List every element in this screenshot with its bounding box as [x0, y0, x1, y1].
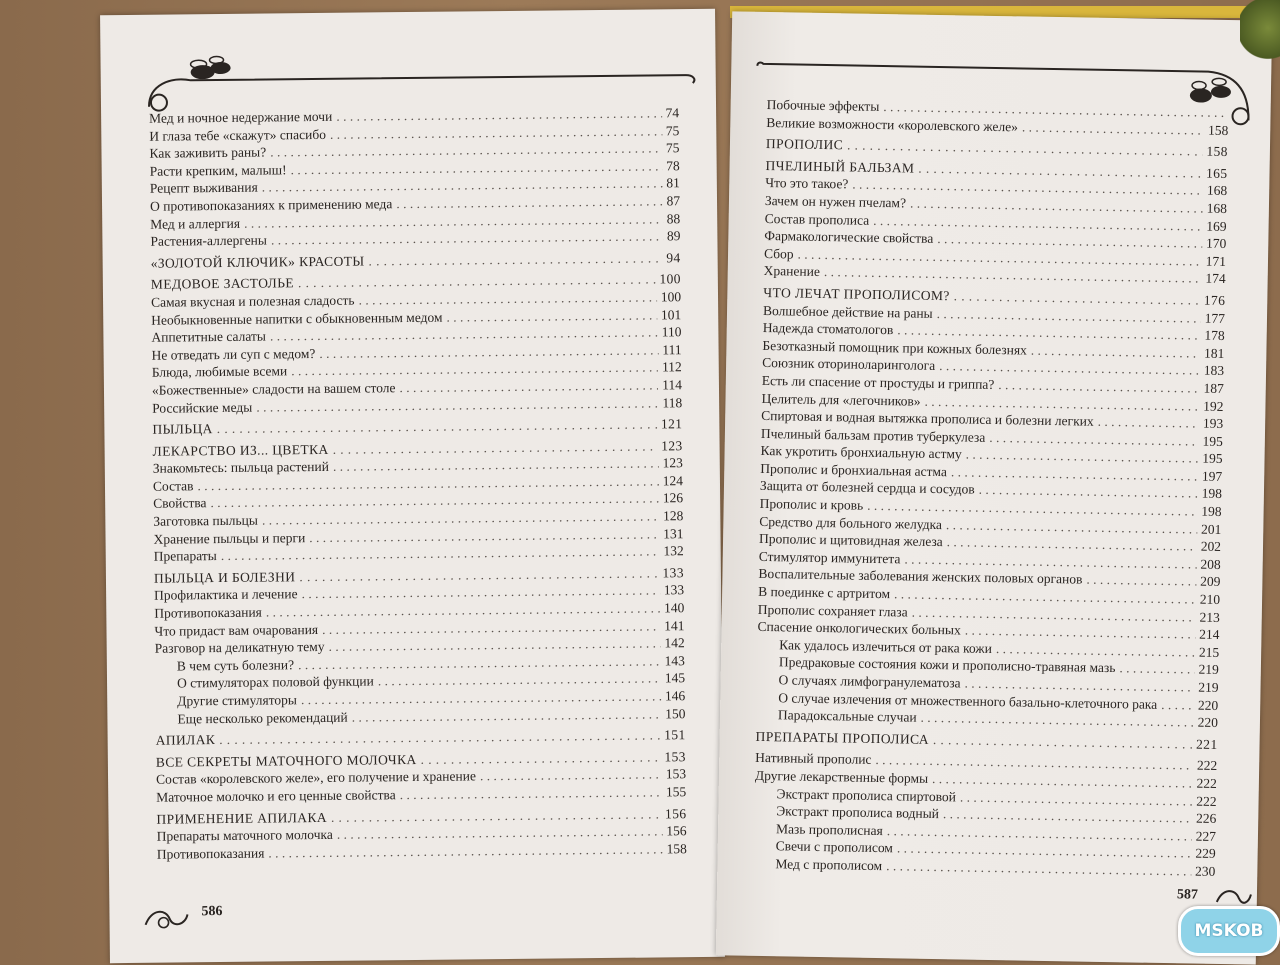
toc-entry-page: 219 [1198, 679, 1219, 695]
toc-entry-title: Необыкновенные напитки с обыкновенным медом [151, 309, 443, 328]
toc-entry-title: В чем суть болезни? [176, 657, 295, 674]
toc-entry-title: Мед с прополисом [775, 856, 883, 874]
toc-entry-title: ПРОПОЛИС [765, 136, 844, 153]
leader-dots [256, 394, 658, 416]
toc-entry-title: ПЫЛЬЦА [152, 421, 213, 437]
toc-entry-title: Разговор на деликатную тему [154, 639, 325, 656]
watermark-badge: MSKOB [1178, 906, 1280, 956]
toc-entry-title: Блюда, любимые всеми [151, 363, 288, 381]
toc-entry-title: Аппетитные салаты [151, 328, 267, 345]
toc-entry-title: Свойства [153, 495, 207, 512]
toc-entry-page: 221 [1195, 736, 1218, 752]
toc-entry-title: Экстракт прополиса спиртовой [776, 785, 957, 804]
toc-entry-title: Противопоказания [154, 604, 262, 621]
toc-entry-title: Прополис и щитовидная железа [758, 531, 943, 550]
left-toc-list [149, 104, 687, 863]
toc-entry-title: «ЗОЛОТОЙ КЛЮЧИК» КРАСОТЫ [150, 253, 365, 271]
toc-entry-page: 220 [1197, 697, 1219, 713]
toc-entry-page: 112 [661, 359, 682, 375]
toc-entry-page: 193 [1202, 415, 1224, 432]
toc-entry-page: 132 [663, 543, 684, 559]
toc-entry-title: Другие стимуляторы [177, 692, 298, 709]
toc-entry-page: 214 [1199, 626, 1220, 643]
toc-entry-page: 155 [665, 784, 687, 800]
left-page [100, 9, 725, 963]
toc-entry-page: 158 [1207, 122, 1229, 138]
toc-entry-page: 198 [1201, 486, 1223, 502]
finger-photo-edge [1240, 0, 1280, 70]
toc-entry-title: О случаях лимфогранулематоза [778, 672, 961, 691]
leader-dots [271, 228, 663, 250]
leader-dots [368, 249, 662, 270]
toc-entry-title: Есть ли спасение от простуды и гриппа? [761, 372, 995, 392]
toc-entry-page: 183 [1203, 362, 1225, 379]
toc-entry-title: Хранение пыльцы и перги [153, 529, 306, 547]
page-number: 587 [1176, 887, 1199, 903]
toc-entry-title: Целитель для «легочников» [761, 390, 921, 409]
toc-entry-page: 128 [662, 508, 684, 524]
toc-entry-page: 222 [1196, 775, 1218, 791]
toc-entry-title: Как укротить бронхиальную астму [760, 443, 962, 462]
toc-entry [151, 249, 681, 272]
toc-entry-page: 219 [1198, 662, 1219, 678]
toc-entry-title: О противопоказаниях к применению меда [149, 196, 393, 214]
toc-entry-page: 168 [1206, 200, 1228, 216]
toc-entry-page: 195 [1202, 450, 1223, 467]
toc-entry-title: Расти крепким, малыш! [149, 162, 287, 179]
leader-dots [1161, 696, 1194, 714]
toc-entry-page: 143 [664, 652, 685, 669]
toc-entry [766, 135, 1228, 161]
toc-entry-page: 146 [664, 688, 686, 704]
toc-entry-title: Состав [152, 478, 194, 494]
toc-entry-title: МЕДОВОЕ ЗАСТОЛЬЕ [150, 275, 295, 293]
leader-dots [400, 783, 662, 803]
toc-entry-page: 165 [1205, 165, 1228, 181]
toc-entry-page: 198 [1201, 503, 1222, 520]
leader-dots [221, 543, 660, 565]
toc-entry-page: 209 [1200, 574, 1221, 590]
toc-entry-title: Сбор [763, 245, 794, 262]
toc-entry-page: 75 [665, 140, 680, 156]
toc-entry-title: Надежда стоматологов [762, 320, 894, 338]
toc-entry-page: 202 [1200, 538, 1222, 555]
toc-entry-page: 195 [1202, 433, 1223, 449]
toc-entry-title: Не отведать ли суп с медом? [151, 345, 316, 363]
toc-entry-title: Безотказный помощник при кожных болезнях [762, 337, 1028, 358]
toc-entry-page: 101 [660, 306, 682, 322]
toc-entry-page: 168 [1206, 183, 1228, 199]
toc-entry-title: Хранение [763, 263, 821, 280]
toc-entry-page: 153 [665, 766, 687, 782]
toc-entry-page: 153 [664, 748, 686, 765]
toc-entry-page: 145 [664, 670, 686, 686]
toc-entry-title: Российские меды [152, 399, 253, 416]
leader-dots [219, 727, 660, 749]
toc-entry [156, 726, 686, 749]
toc-entry-page: 156 [664, 805, 687, 821]
toc-entry-page: 229 [1195, 845, 1216, 862]
toc-entry-page: 100 [659, 271, 681, 287]
leader-dots [1022, 118, 1204, 139]
toc-entry-page: 178 [1204, 327, 1225, 344]
toc-entry-page: 142 [664, 635, 685, 651]
toc-entry-page: 87 [666, 193, 681, 209]
toc-entry-page: 222 [1196, 793, 1217, 809]
toc-entry-title: Другие лекарственные формы [754, 767, 929, 786]
toc-entry-title: Союзник оториноларинголога [762, 355, 936, 374]
toc-entry-title: Профилактика и лечение [154, 586, 298, 604]
toc-entry-page: 158 [1206, 143, 1229, 160]
toc-entry-title: Препараты [153, 548, 217, 564]
toc-entry-title: Как удалось излечиться от рака кожи [779, 637, 993, 656]
toc-entry-title: Мазь прополисная [775, 820, 883, 838]
toc-entry-title: Волшебное действие на раны [762, 302, 933, 321]
toc-entry-page: 100 [660, 289, 682, 305]
toc-entry-page: 226 [1195, 810, 1217, 827]
toc-entry-page: 222 [1196, 757, 1218, 774]
toc-entry-page: 151 [664, 727, 686, 743]
toc-entry-page: 111 [662, 341, 682, 358]
right-page [716, 11, 1272, 964]
toc-entry-page: 174 [1205, 271, 1226, 287]
toc-entry-page: 171 [1205, 253, 1227, 269]
toc-entry-title: О стимуляторах половой функции [176, 673, 374, 691]
toc-entry-title: Спасение онкологических больных [757, 619, 961, 638]
toc-entry-title: Что это такое? [765, 175, 849, 192]
toc-entry-page: 78 [666, 157, 680, 174]
toc-entry-title: ПЫЛЬЦА И БОЛЕЗНИ [153, 569, 296, 586]
toc-entry-title: И глаза тебе «скажут» спасибо [149, 126, 326, 144]
toc-entry-title: Знакомьтесь: пыльца растений [152, 459, 329, 476]
toc-entry-title: Состав прополиса [764, 210, 870, 228]
toc-entry-page: 215 [1198, 644, 1220, 660]
toc-entry-page: 197 [1201, 468, 1223, 484]
leader-dots [1098, 413, 1200, 432]
toc-entry-title: ПРЕПАРАТЫ ПРОПОЛИСА [755, 728, 930, 747]
toc-entry-title: ПРИМЕНЕНИЕ АПИЛАКА [156, 809, 328, 827]
toc-entry-page: 141 [664, 617, 685, 633]
toc-entry-title: Защита от болезней сердца и сосудов [759, 478, 975, 498]
toc-entry-page: 230 [1194, 863, 1216, 879]
leader-dots [217, 416, 657, 438]
toc-entry-page: 89 [666, 228, 681, 244]
toc-entry-title: ЛЕКАРСТВО ИЗ... ЦВЕТКА [152, 441, 329, 459]
toc-entry-page: 110 [661, 324, 682, 340]
toc-entry-title: Свечи с прополисом [775, 838, 894, 856]
toc-entry-page: 94 [666, 249, 681, 266]
toc-entry-page: 81 [666, 175, 680, 191]
toc-entry-title: Средство для больного желудка [759, 513, 943, 532]
toc-entry-title: Самая вкусная и полезная сладость [150, 292, 355, 310]
leader-dots [1086, 571, 1196, 591]
toc-entry-page: 169 [1206, 218, 1227, 234]
page-number: 586 [201, 904, 223, 920]
toc-entry-page: 227 [1195, 828, 1217, 844]
toc-entry-title: «Божественные» сладости на вашем столе [151, 380, 396, 398]
toc-entry-title: ВСЕ СЕКРЕТЫ МАТОЧНОГО МОЛОЧКА [155, 751, 417, 770]
toc-entry-title: Стимулятор иммунитета [758, 548, 901, 567]
toc-entry-title: Побочные эффекты [766, 96, 880, 114]
toc-entry-title: Экстракт прополиса водный [776, 803, 940, 822]
toc-entry-page: 123 [661, 437, 683, 454]
toc-entry-page: 158 [666, 840, 687, 857]
toc-entry-title: Мед и ночное недержание мочи [149, 108, 333, 126]
toc-entry-page: 192 [1203, 398, 1224, 414]
toc-entry-page: 150 [665, 705, 686, 721]
leader-dots [1119, 660, 1194, 679]
toc-entry-title: О случае излечения от множественного базально-клеточного рака [778, 689, 1158, 712]
toc-entry-title: Воспалительные заболевания женских половых органов [758, 566, 1083, 587]
toc-entry-page: 133 [663, 582, 685, 598]
toc-entry-title: ПЧЕЛИНЫЙ БАЛЬЗАМ [765, 157, 915, 176]
leader-dots [933, 731, 1192, 753]
toc-entry-page: 210 [1199, 591, 1221, 607]
toc-entry-title: Заготовка пыльцы [153, 512, 259, 529]
toc-entry [152, 415, 682, 438]
toc-entry [755, 728, 1217, 754]
toc-entry-title: Нативный прополис [755, 750, 872, 768]
toc-entry-page: 177 [1204, 310, 1226, 326]
toc-entry-page: 75 [665, 122, 680, 138]
toc-entry-page: 208 [1200, 556, 1221, 572]
toc-entry-page: 220 [1197, 714, 1219, 731]
leader-dots [920, 709, 1193, 731]
toc-entry-page: 176 [1203, 292, 1226, 308]
toc-entry-title: Прополис и бронхиальная астма [760, 460, 948, 480]
toc-entry-title: Фармакологические свойства [764, 228, 934, 247]
toc-entry-page: 126 [662, 490, 684, 506]
toc-entry-page: 123 [662, 455, 683, 471]
toc-entry-page: 170 [1205, 235, 1227, 252]
toc-entry-title: Великие возможности «королевского желе» [766, 114, 1019, 134]
toc-entry-page: 114 [662, 377, 683, 393]
leader-dots [446, 306, 657, 326]
flourish-ornament-icon [141, 902, 191, 933]
toc-entry-title: Зачем он нужен пчелам? [764, 192, 907, 211]
toc-entry-page: 74 [665, 105, 680, 121]
right-toc-list [753, 96, 1228, 880]
leader-dots [352, 705, 662, 726]
toc-entry-title: Парадоксальные случаи [777, 707, 917, 725]
toc-entry-page: 156 [666, 823, 687, 839]
toc-entry-page: 213 [1199, 609, 1220, 625]
leader-dots [268, 840, 662, 862]
toc-entry-title: Маточное молочко и его ценные свойства [156, 787, 396, 805]
toc-entry-title: В поединке с артритом [758, 583, 891, 602]
toc-entry-page: 201 [1200, 521, 1222, 537]
toc-entry-title: Пчелиный бальзам против туберкулеза [760, 425, 986, 445]
toc-entry-page: 131 [663, 525, 684, 542]
toc-entry-title: Противопоказания [156, 845, 265, 862]
toc-entry-title: Рецепт выживания [149, 179, 258, 197]
toc-entry-page: 181 [1204, 345, 1225, 361]
toc-entry-title: Что придаст вам очарования [154, 621, 319, 639]
toc-entry-page: 133 [662, 565, 684, 581]
toc-entry-title: Еще несколько рекомендаций [177, 709, 348, 727]
toc-entry-title: Прополис и кровь [759, 495, 864, 513]
toc-entry-title: Растения-аллергены [150, 232, 268, 249]
leader-dots [480, 766, 662, 785]
toc-entry-title: Прополис сохраняет глаза [757, 601, 908, 620]
toc-entry-page: 140 [663, 600, 685, 616]
toc-entry-title: Состав «королевского желе», его получение и хранение [155, 768, 476, 788]
toc-entry-title: Препараты маточного молочка [156, 827, 333, 844]
toc-entry-title: ЧТО ЛЕЧАТ ПРОПОЛИСОМ? [763, 284, 950, 304]
toc-entry-title: Спиртовая и водная вытяжка прополиса и болезни легких [761, 408, 1094, 429]
toc-entry-title: Мед и аллергия [150, 215, 241, 232]
toc-entry-title: Предраковые состояния кожи и прополисно-травяная мазь [778, 654, 1116, 676]
leader-dots [847, 137, 1203, 161]
toc-entry-title: АПИЛАК [155, 732, 216, 748]
toc-entry-page: 121 [660, 416, 683, 432]
toc-entry-page: 187 [1203, 380, 1224, 396]
toc-entry-page: 118 [662, 394, 683, 410]
toc-entry-page: 88 [666, 210, 681, 226]
toc-entry-page: 124 [662, 473, 684, 489]
toc-entry-title: Как заживить раны? [149, 144, 267, 161]
